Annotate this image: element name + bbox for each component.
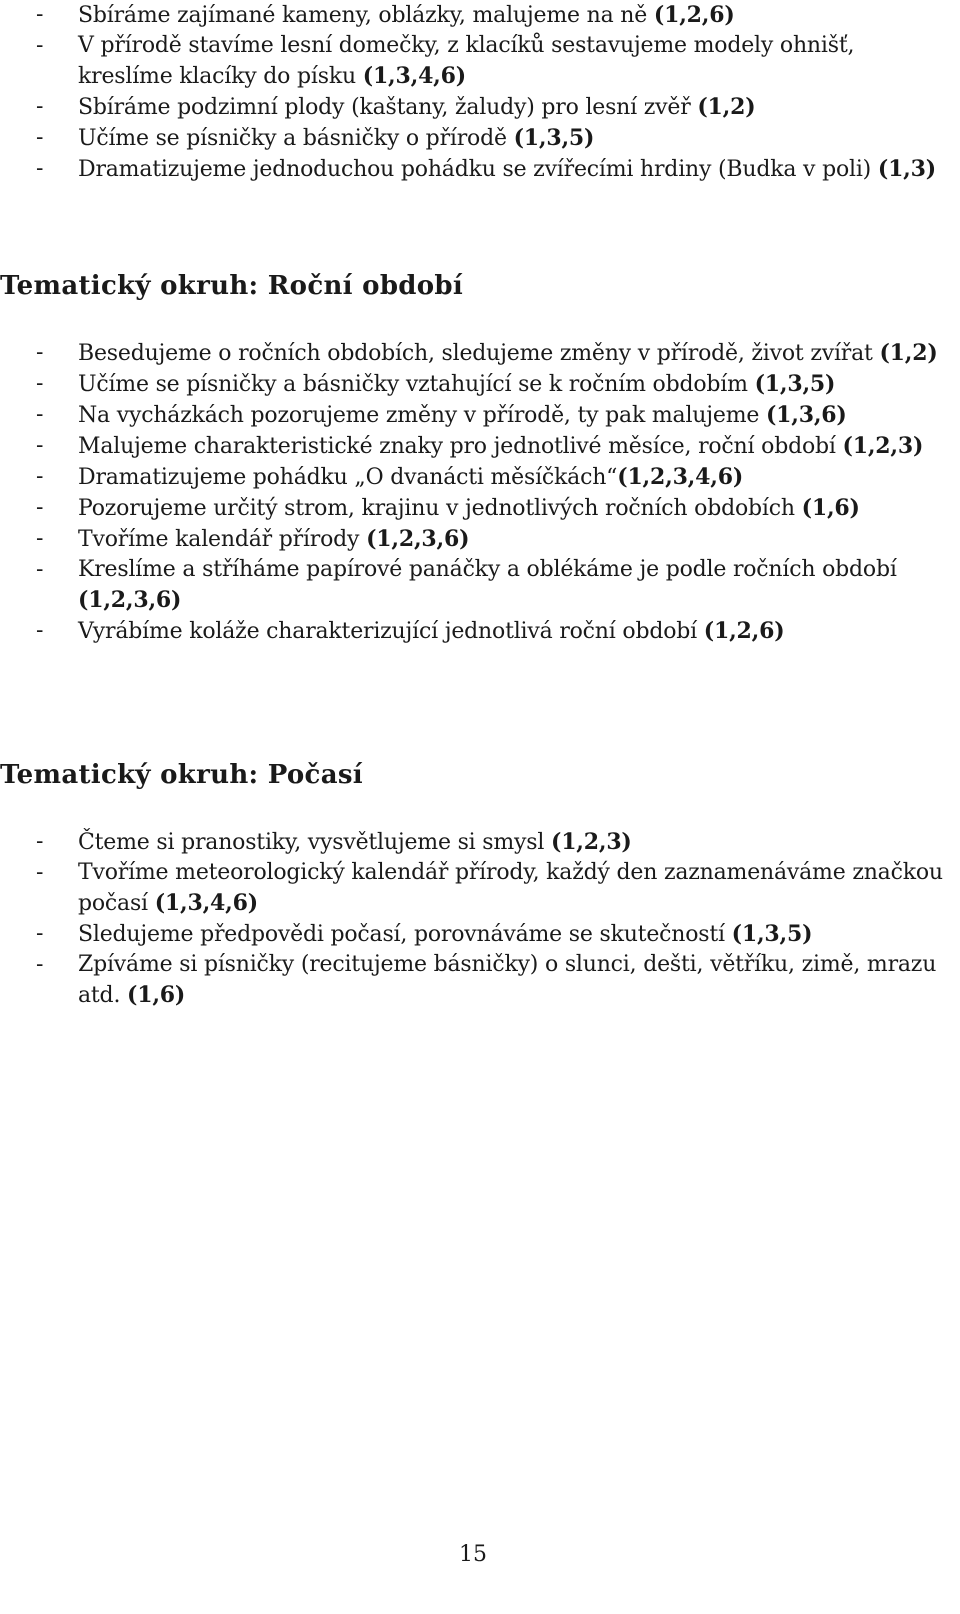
list-item <box>0 431 950 462</box>
list-item <box>0 400 950 431</box>
item-text: Sbíráme podzimní plody (kaštany, žaludy) pro lesní zvěř <box>78 95 698 120</box>
item-refs: (1,2,3) <box>550 829 632 855</box>
item-text: Učíme se písničky a básničky o přírodě <box>78 126 514 151</box>
item-refs: (1,3,6) <box>765 402 847 428</box>
item-text: Dramatizujeme jednoduchou pohádku se zvířecími hrdiny (Budka v poli) <box>78 157 878 182</box>
list-dash: - <box>36 94 44 119</box>
item-text: V přírodě stavíme lesní domečky, z klacíků sestavujeme modely ohnišť, kreslíme klacíky do písku <box>78 33 855 89</box>
list-dash: - <box>36 618 44 643</box>
list-dash: - <box>36 860 44 885</box>
list-item <box>0 555 950 616</box>
activity-list-continued <box>0 0 950 185</box>
list-item <box>0 31 950 92</box>
item-text: Sbíráme zajímané kameny, oblázky, malujeme na ně <box>78 3 654 28</box>
list-item <box>0 950 950 1011</box>
activity-list-seasons <box>0 338 950 647</box>
item-refs: (1,3,5) <box>731 921 813 947</box>
item-text: Čteme si pranostiky, vysvětlujeme si smysl <box>78 830 551 855</box>
list-item <box>0 0 950 31</box>
item-text: Tvoříme kalendář přírody <box>78 527 367 552</box>
list-dash: - <box>36 464 44 489</box>
item-refs: (1,6) <box>127 982 186 1008</box>
list-dash: - <box>36 433 44 458</box>
item-text: Besedujeme o ročních obdobích, sledujeme změny v přírodě, život zvířat <box>78 341 880 366</box>
item-refs: (1,2,6) <box>653 2 735 28</box>
list-dash: - <box>36 402 44 427</box>
list-dash: - <box>36 340 44 365</box>
list-dash: - <box>36 921 44 946</box>
item-refs: (1,2,3,4,6) <box>617 464 744 490</box>
item-refs: (1,6) <box>801 495 860 521</box>
item-refs: (1,3,5) <box>754 371 836 397</box>
page-number: 15 <box>459 1542 487 1567</box>
list-dash: - <box>36 156 44 181</box>
item-text: Vyrábíme koláže charakterizující jednotlivá roční období <box>78 619 704 644</box>
list-dash: - <box>36 557 44 582</box>
item-refs: (1,3,5) <box>513 125 595 151</box>
section-heading-seasons: Tematický okruh: Roční období <box>0 271 464 301</box>
list-dash: - <box>36 33 44 58</box>
item-text: Tvoříme meteorologický kalendář přírody, každý den zaznamenáváme značkou počasí <box>78 860 943 916</box>
list-item <box>0 919 950 950</box>
item-text: Dramatizujeme pohádku „O dvanácti měsíčkách“ <box>78 465 618 490</box>
item-text: Učíme se písničky a básničky vztahující se k ročním obdobím <box>78 372 755 397</box>
item-text: Sledujeme předpovědi počasí, porovnáváme se skutečností <box>78 922 732 947</box>
item-text: Zpíváme si písničky (recitujeme básničky) o slunci, dešti, větříku, zimě, mrazu atd. <box>78 952 937 1008</box>
item-refs: (1,2,6) <box>703 618 785 644</box>
item-refs: (1,2) <box>879 340 938 366</box>
list-item <box>0 338 950 369</box>
item-text: Kreslíme a stříháme papírové panáčky a oblékáme je podle ročních období <box>78 557 897 582</box>
item-refs: (1,2,3) <box>842 433 924 459</box>
list-dash: - <box>36 2 44 27</box>
section-heading-weather: Tematický okruh: Počasí <box>0 760 363 790</box>
item-text: Pozorujeme určitý strom, krajinu v jednotlivých ročních obdobích <box>78 496 802 521</box>
list-item <box>0 827 950 858</box>
list-item <box>0 154 950 185</box>
list-item <box>0 616 950 647</box>
list-item <box>0 858 950 919</box>
list-item <box>0 524 950 555</box>
item-refs: (1,3,4,6) <box>154 890 258 916</box>
list-item <box>0 493 950 524</box>
item-text: Na vycházkách pozorujeme změny v přírodě, ty pak malujeme <box>78 403 766 428</box>
list-item <box>0 123 950 154</box>
list-dash: - <box>36 495 44 520</box>
list-dash: - <box>36 829 44 854</box>
list-dash: - <box>36 526 44 551</box>
list-dash: - <box>36 125 44 150</box>
item-refs: (1,2,3,6) <box>366 526 470 552</box>
item-text: Malujeme charakteristické znaky pro jednotlivé měsíce, roční období <box>78 434 843 459</box>
list-dash: - <box>36 371 44 396</box>
list-dash: - <box>36 952 44 977</box>
activity-list-weather <box>0 827 950 1011</box>
list-item <box>0 462 950 493</box>
item-refs: (1,3) <box>877 156 936 182</box>
item-refs: (1,2) <box>697 94 756 120</box>
item-refs: (1,2,3,6) <box>78 587 182 613</box>
list-item <box>0 369 950 400</box>
item-refs: (1,3,4,6) <box>362 63 466 89</box>
list-item <box>0 92 950 123</box>
